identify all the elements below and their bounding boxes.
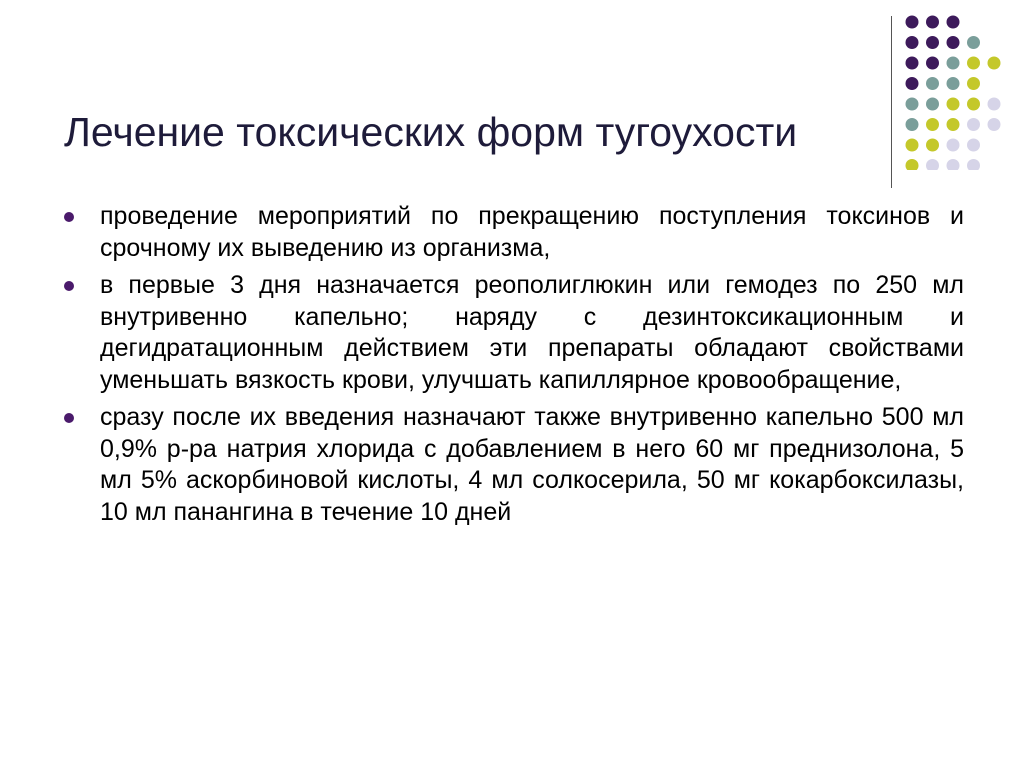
bullet-dot-icon <box>64 281 74 291</box>
bullet-text: проведение мероприятий по прекращению поступления токсинов и срочному их выведению из организма, <box>100 202 964 262</box>
decorative-dot <box>906 36 919 49</box>
slide-title: Лечение токсических форм тугоухости <box>64 109 798 155</box>
decorative-dot <box>906 16 919 29</box>
bullet-dot-icon <box>64 413 74 423</box>
decorative-dot-grid <box>902 10 1014 170</box>
decorative-dot <box>947 159 960 170</box>
decorative-dot <box>926 16 939 29</box>
decorative-dot <box>947 98 960 111</box>
bullet-text: сразу после их введения назначают также внутривенно капельно 500 мл 0,9% р-ра натрия хлорида с добавлением в него 60 мг преднизолона, 5 мл 5% аскорбиновой кислоты, 4 мл солкосерила, 50 мг кокарбоксилазы, 10 мл панангина в течение 10 дней <box>100 403 964 526</box>
bullet-text: в первые 3 дня назначается реополиглюкин или гемодез по 250 мл внутривенно капельно; наряду с дезинтоксикационным и дегидратационным действием эти препараты обладают свойствами уменьшать вязкость крови, улучшать капиллярное кровообращение, <box>100 271 964 394</box>
decorative-dot <box>947 36 960 49</box>
decorative-dot <box>926 36 939 49</box>
decorative-dot <box>967 139 980 152</box>
decorative-dot <box>967 36 980 49</box>
decorative-dot <box>926 118 939 131</box>
decorative-dot <box>967 159 980 170</box>
list-item <box>62 270 964 396</box>
decorative-dot <box>947 16 960 29</box>
decorative-dot <box>988 57 1001 70</box>
decorative-dot <box>926 57 939 70</box>
decorative-dot <box>906 98 919 111</box>
decorative-dot <box>926 77 939 90</box>
decorative-dot <box>967 57 980 70</box>
decorative-dot <box>926 98 939 111</box>
list-item <box>62 201 964 264</box>
bullet-list <box>62 201 964 534</box>
decorative-dot <box>947 57 960 70</box>
decorative-dot <box>926 159 939 170</box>
decorative-dot <box>906 139 919 152</box>
decorative-dot <box>906 159 919 170</box>
list-item <box>62 402 964 528</box>
title-divider <box>891 16 892 188</box>
decorative-dot <box>967 77 980 90</box>
decorative-dot <box>947 77 960 90</box>
bullet-dot-icon <box>64 212 74 222</box>
decorative-dot <box>947 118 960 131</box>
decorative-dot <box>988 118 1001 131</box>
decorative-dot <box>926 139 939 152</box>
decorative-dot <box>967 98 980 111</box>
decorative-dot <box>906 77 919 90</box>
decorative-dot <box>988 98 1001 111</box>
decorative-dot <box>906 57 919 70</box>
decorative-dot <box>906 118 919 131</box>
decorative-dot <box>967 118 980 131</box>
decorative-dot <box>947 139 960 152</box>
